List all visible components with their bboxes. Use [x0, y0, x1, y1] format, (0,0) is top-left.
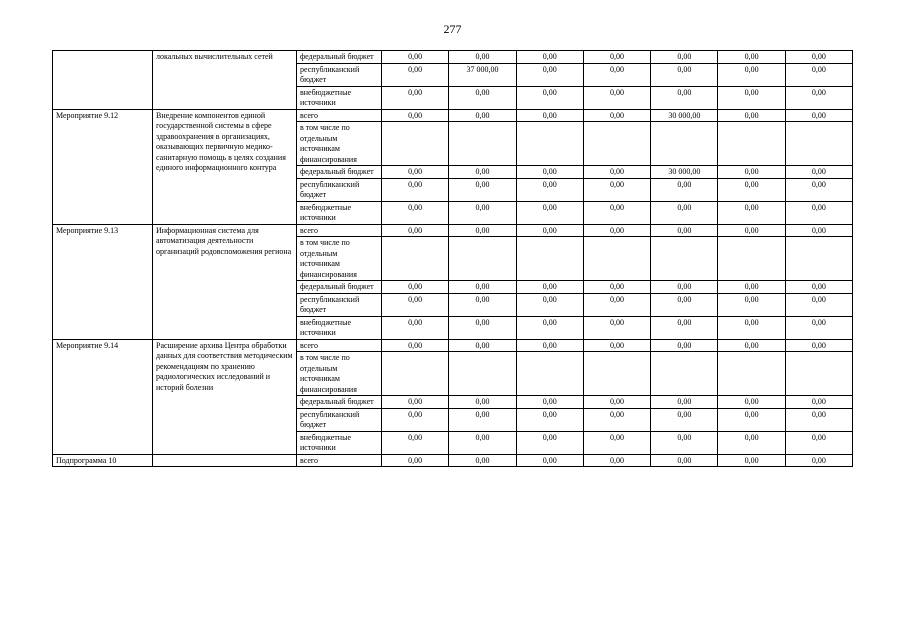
value-cell: 0,00 [651, 63, 718, 86]
value-cell: 0,00 [382, 166, 449, 179]
source-cell: республиканский бюджет [297, 293, 382, 316]
value-cell: 0,00 [382, 408, 449, 431]
table-row [53, 224, 853, 237]
measure-cell: Подпрограмма 10 [53, 454, 153, 467]
value-cell [583, 122, 650, 166]
source-cell: внебюджетные источники [297, 86, 382, 109]
description-cell: локальных вычислительных сетей [153, 51, 297, 110]
value-cell: 0,00 [382, 339, 449, 352]
value-cell: 0,00 [651, 431, 718, 454]
value-cell: 0,00 [516, 431, 583, 454]
measure-cell: Мероприятие 9.12 [53, 109, 153, 224]
value-cell [718, 122, 785, 166]
value-cell: 0,00 [651, 316, 718, 339]
value-cell [449, 352, 516, 396]
value-cell: 0,00 [785, 166, 852, 179]
value-cell: 0,00 [785, 408, 852, 431]
value-cell: 0,00 [382, 293, 449, 316]
value-cell: 0,00 [516, 201, 583, 224]
value-cell: 0,00 [785, 51, 852, 64]
value-cell: 0,00 [583, 201, 650, 224]
value-cell: 0,00 [516, 166, 583, 179]
description-cell: Внедрение компонентов единой государственной системы в сфере здравоохранения в организациях, оказывающих первичную медико-санитарную помощь в целях создания единого информационного контура [153, 109, 297, 224]
value-cell: 0,00 [382, 431, 449, 454]
value-cell: 30 000,00 [651, 166, 718, 179]
value-cell: 0,00 [516, 316, 583, 339]
source-cell: внебюджетные источники [297, 201, 382, 224]
value-cell: 0,00 [382, 51, 449, 64]
value-cell: 0,00 [651, 178, 718, 201]
value-cell: 0,00 [449, 281, 516, 294]
value-cell: 0,00 [785, 281, 852, 294]
source-cell: республиканский бюджет [297, 408, 382, 431]
value-cell [382, 122, 449, 166]
value-cell: 37 000,00 [449, 63, 516, 86]
value-cell: 0,00 [516, 178, 583, 201]
value-cell: 0,00 [583, 454, 650, 467]
value-cell: 0,00 [718, 224, 785, 237]
value-cell [583, 237, 650, 281]
value-cell: 0,00 [718, 201, 785, 224]
source-cell: федеральный бюджет [297, 281, 382, 294]
value-cell [583, 352, 650, 396]
value-cell: 0,00 [651, 408, 718, 431]
table-row [53, 51, 853, 64]
value-cell: 0,00 [382, 109, 449, 122]
value-cell: 0,00 [382, 316, 449, 339]
measure-cell: Мероприятие 9.13 [53, 224, 153, 339]
value-cell: 0,00 [449, 86, 516, 109]
value-cell: 0,00 [449, 109, 516, 122]
value-cell: 0,00 [382, 86, 449, 109]
value-cell: 0,00 [449, 316, 516, 339]
value-cell [785, 122, 852, 166]
value-cell: 0,00 [583, 316, 650, 339]
value-cell: 0,00 [449, 408, 516, 431]
value-cell [516, 237, 583, 281]
value-cell: 0,00 [651, 224, 718, 237]
value-cell: 0,00 [449, 293, 516, 316]
value-cell: 0,00 [785, 454, 852, 467]
source-cell: федеральный бюджет [297, 51, 382, 64]
source-cell: всего [297, 454, 382, 467]
value-cell: 0,00 [718, 339, 785, 352]
source-cell: всего [297, 339, 382, 352]
value-cell: 0,00 [718, 431, 785, 454]
value-cell: 0,00 [516, 396, 583, 409]
value-cell [718, 352, 785, 396]
measure-cell: Мероприятие 9.14 [53, 339, 153, 454]
source-cell: внебюджетные источники [297, 431, 382, 454]
value-cell: 0,00 [718, 166, 785, 179]
table-row [53, 109, 853, 122]
source-cell: в том числе по отдельным источникам финансирования [297, 122, 382, 166]
value-cell: 0,00 [583, 281, 650, 294]
value-cell: 0,00 [449, 201, 516, 224]
value-cell: 0,00 [516, 339, 583, 352]
value-cell: 0,00 [651, 201, 718, 224]
value-cell: 0,00 [583, 166, 650, 179]
value-cell [785, 237, 852, 281]
value-cell: 0,00 [583, 86, 650, 109]
value-cell: 0,00 [516, 63, 583, 86]
value-cell: 0,00 [785, 316, 852, 339]
value-cell: 0,00 [785, 431, 852, 454]
value-cell: 0,00 [718, 86, 785, 109]
value-cell: 0,00 [583, 408, 650, 431]
value-cell: 0,00 [785, 63, 852, 86]
source-cell: федеральный бюджет [297, 166, 382, 179]
value-cell: 0,00 [718, 178, 785, 201]
source-cell: всего [297, 224, 382, 237]
value-cell: 0,00 [449, 224, 516, 237]
value-cell [785, 352, 852, 396]
table-row [53, 454, 853, 467]
value-cell [516, 352, 583, 396]
description-cell: Информационная система для автоматизация деятельности организаций родовспоможения региона [153, 224, 297, 339]
description-cell: Расширение архива Центра обработки данных для соответствия методическим рекомендациям по хранению радиологических исследований и историй болезни [153, 339, 297, 454]
source-cell: республиканский бюджет [297, 63, 382, 86]
value-cell: 0,00 [516, 51, 583, 64]
value-cell: 0,00 [382, 178, 449, 201]
value-cell: 0,00 [382, 224, 449, 237]
value-cell: 0,00 [651, 396, 718, 409]
value-cell: 0,00 [516, 293, 583, 316]
value-cell: 0,00 [651, 454, 718, 467]
value-cell: 0,00 [651, 51, 718, 64]
value-cell: 0,00 [583, 109, 650, 122]
value-cell: 0,00 [583, 431, 650, 454]
source-cell: всего [297, 109, 382, 122]
value-cell: 0,00 [718, 293, 785, 316]
value-cell: 0,00 [651, 281, 718, 294]
value-cell [516, 122, 583, 166]
value-cell: 0,00 [516, 86, 583, 109]
value-cell: 0,00 [718, 454, 785, 467]
value-cell: 0,00 [382, 201, 449, 224]
value-cell [382, 352, 449, 396]
financing-table-body [53, 51, 853, 467]
value-cell: 0,00 [449, 431, 516, 454]
value-cell: 0,00 [718, 51, 785, 64]
value-cell [382, 237, 449, 281]
value-cell: 0,00 [449, 166, 516, 179]
source-cell: в том числе по отдельным источникам финансирования [297, 237, 382, 281]
value-cell: 0,00 [651, 339, 718, 352]
value-cell: 0,00 [583, 339, 650, 352]
value-cell [449, 122, 516, 166]
value-cell: 30 000,00 [651, 109, 718, 122]
value-cell: 0,00 [583, 396, 650, 409]
value-cell: 0,00 [718, 316, 785, 339]
value-cell: 0,00 [382, 454, 449, 467]
value-cell: 0,00 [382, 63, 449, 86]
value-cell: 0,00 [785, 109, 852, 122]
value-cell [718, 237, 785, 281]
value-cell: 0,00 [449, 51, 516, 64]
value-cell: 0,00 [718, 408, 785, 431]
value-cell: 0,00 [785, 339, 852, 352]
value-cell: 0,00 [382, 281, 449, 294]
value-cell: 0,00 [785, 293, 852, 316]
source-cell: внебюджетные источники [297, 316, 382, 339]
value-cell: 0,00 [785, 396, 852, 409]
page-number: 277 [443, 22, 462, 36]
value-cell: 0,00 [583, 63, 650, 86]
source-cell: в том числе по отдельным источникам финансирования [297, 352, 382, 396]
value-cell: 0,00 [382, 396, 449, 409]
financing-table [52, 50, 853, 467]
measure-cell [53, 51, 153, 110]
value-cell: 0,00 [785, 178, 852, 201]
value-cell: 0,00 [785, 201, 852, 224]
value-cell: 0,00 [516, 454, 583, 467]
value-cell: 0,00 [718, 63, 785, 86]
source-cell: республиканский бюджет [297, 178, 382, 201]
value-cell: 0,00 [651, 86, 718, 109]
value-cell: 0,00 [449, 454, 516, 467]
value-cell [651, 237, 718, 281]
value-cell [449, 237, 516, 281]
description-cell [153, 454, 297, 467]
value-cell [651, 352, 718, 396]
value-cell: 0,00 [785, 86, 852, 109]
value-cell: 0,00 [718, 109, 785, 122]
value-cell: 0,00 [516, 408, 583, 431]
value-cell: 0,00 [583, 178, 650, 201]
value-cell: 0,00 [718, 396, 785, 409]
table-row [53, 339, 853, 352]
value-cell: 0,00 [449, 396, 516, 409]
value-cell: 0,00 [516, 281, 583, 294]
value-cell: 0,00 [785, 224, 852, 237]
value-cell: 0,00 [583, 224, 650, 237]
value-cell: 0,00 [516, 224, 583, 237]
value-cell: 0,00 [449, 178, 516, 201]
value-cell [651, 122, 718, 166]
value-cell: 0,00 [449, 339, 516, 352]
value-cell: 0,00 [583, 51, 650, 64]
value-cell: 0,00 [516, 109, 583, 122]
value-cell: 0,00 [718, 281, 785, 294]
value-cell: 0,00 [583, 293, 650, 316]
value-cell: 0,00 [651, 293, 718, 316]
source-cell: федеральный бюджет [297, 396, 382, 409]
